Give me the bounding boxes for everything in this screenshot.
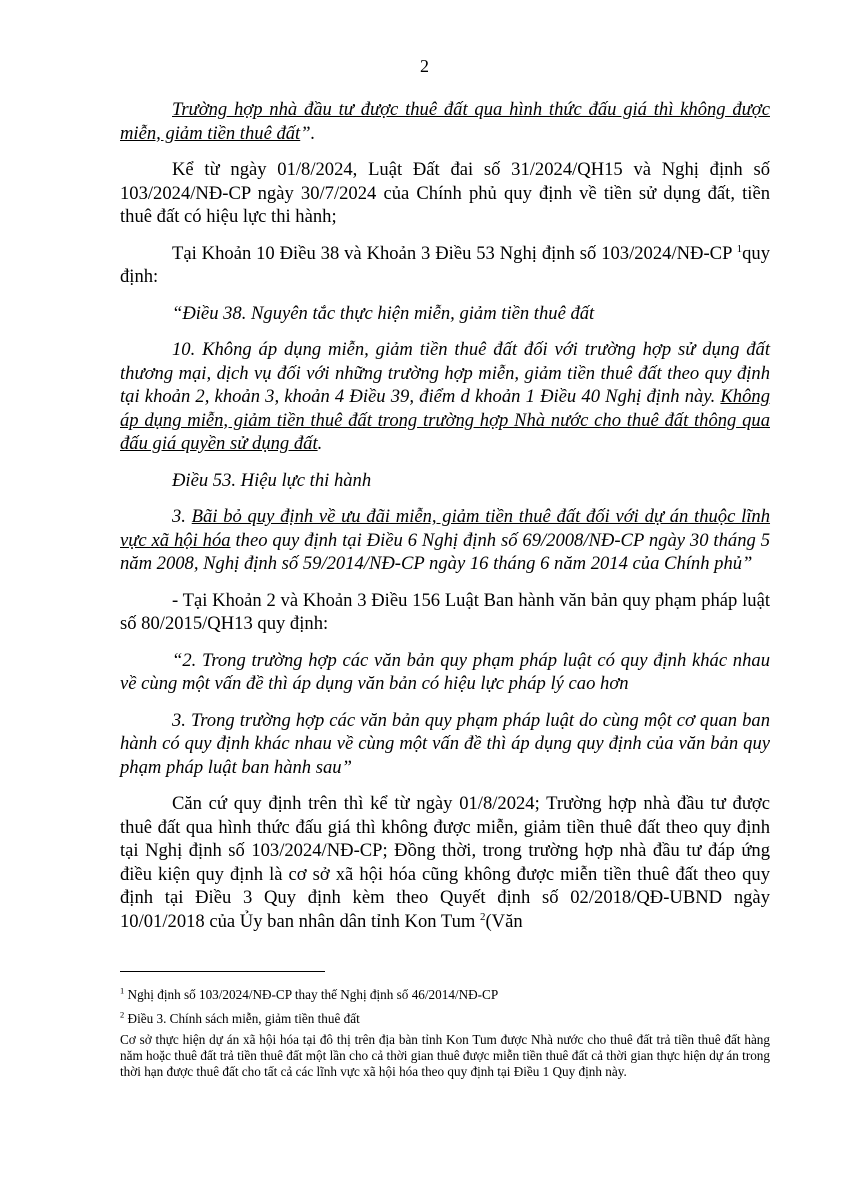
underlined-quote-text: Trường hợp nhà đầu tư được thuê đất qua hình thức đấu giá thì không được miễn, giảm tiền thuê đất: [120, 99, 770, 144]
decree-reference-tail: quy định:: [120, 242, 770, 287]
conclusion-tail: (Văn: [485, 910, 523, 932]
clause-10-text: 10. Không áp dụng miễn, giảm tiền thuê đất đối với trường hợp sử dụng đất thương mại, dịch vụ đối với những trường hợp miễn, giảm tiền thuê đất theo quy định tại khoản 2, khoản 3, khoản 4 Điều 39, điểm d khoản 1 Điều 40 Nghị định này.: [120, 339, 770, 407]
footnotes: [120, 987, 770, 1080]
footnote-ref-2[interactable]: 2: [479, 910, 486, 923]
footnote-2-text: Điều 3. Chính sách miễn, giảm tiền thuê đất: [124, 1011, 360, 1026]
footnote-2-marker: 2: [120, 1009, 125, 1020]
page-number: 2: [420, 56, 429, 76]
article-38-heading: “Điều 38. Nguyên tắc thực hiện miễn, giảm tiền thuê đất: [172, 302, 595, 324]
quote-close: ”.: [300, 122, 316, 144]
law-clause-3: 3. Trong trường hợp các văn bản quy phạm pháp luật do cùng một cơ quan ban hành có quy định khác nhau về cùng một vấn đề thì áp dụng quy định của văn bản quy phạm pháp luật ban hành sau”: [120, 709, 770, 778]
footnote-separator: [120, 971, 325, 972]
conclusion-text: Căn cứ quy định trên thì kể từ ngày 01/8/2024; Trường hợp nhà đầu tư được thuê đất qua hình thức đấu giá thì không được miễn, giảm tiền thuê đất theo quy định tại Nghị định số 103/2024/NĐ-CP; Đồng thời, trong trường hợp nhà đầu tư đáp ứng điều kiện quy định là cơ sở xã hội hóa cũng không được miễn tiền thuê đất theo quy định tại Điều 3 Quy định kèm theo Quyết định số 02/2018/QĐ-UBND ngày 10/01/2018 của Ủy ban nhân dân tỉnh Kon Tum: [120, 793, 770, 932]
footnote-1-text: Nghị định số 103/2024/NĐ-CP thay thế Nghị định số 46/2014/NĐ-CP: [124, 987, 499, 1002]
paragraph-law-reference: - Tại Khoản 2 và Khoản 3 Điều 156 Luật Ban hành văn bản quy phạm pháp luật số 80/2015/QH13 quy định:: [120, 589, 770, 634]
clause-10-end: .: [317, 433, 323, 454]
law-clause-2: “2. Trong trường hợp các văn bản quy phạm pháp luật có quy định khác nhau về cùng một vấn đề thì áp dụng văn bản có hiệu lực pháp lý cao hơn: [120, 649, 770, 694]
paragraph-effective-date: Kể từ ngày 01/8/2024, Luật Đất đai số 31/2024/QH15 và Nghị định số 103/2024/NĐ-CP ngày 30/7/2024 của Chính phủ quy định về tiền sử dụng đất, tiền thuê đất có hiệu lực thi hành;: [120, 159, 770, 227]
document-body: [120, 98, 770, 946]
clause-3-number: 3.: [172, 506, 192, 527]
paragraph-conclusion: [120, 792, 770, 933]
footnote-2-body: Cơ sở thực hiện dự án xã hội hóa tại đô thị trên địa bàn tỉnh Kon Tum được Nhà nước cho thuê đất trả tiền thuê đất hàng năm hoặc thuê đất trả tiền thuê đất một lần cho cả thời gian thuê được miễn tiền thuê đất cả thời gian thực hiện dự án trong thời hạn được thuê đất cho tất cả các lĩnh vực xã hội hóa theo quy định tại Điều 1 Quy định này.: [120, 1032, 770, 1079]
clause-3-text: theo quy định tại Điều 6 Nghị định số 69/2008/NĐ-CP ngày 30 tháng 5 năm 2008, Nghị định số 59/2014/NĐ-CP ngày 16 tháng 6 năm 2014 của Chính phủ”: [120, 529, 770, 574]
article-53-heading: Điều 53. Hiệu lực thi hành: [172, 469, 372, 491]
article-53-clause-3: [120, 505, 770, 576]
footnote-1-marker: 1: [120, 985, 125, 996]
decree-reference-text: Tại Khoản 10 Điều 38 và Khoản 3 Điều 53 Nghị định số 103/2024/NĐ-CP: [172, 242, 737, 264]
clause-3-underlined: Bãi bỏ quy định về ưu đãi miễn, giảm tiền thuê đất đối với dự án thuộc lĩnh vực xã hội hóa: [120, 506, 771, 551]
quote-paragraph-auction: [120, 98, 770, 145]
article-38-clause-10: [120, 338, 770, 456]
paragraph-decree-reference: [120, 242, 770, 289]
footnote-1: [120, 987, 770, 1003]
clause-10-underlined: Không áp dụng miễn, giảm tiền thuê đất trong trường hợp Nhà nước cho thuê đất thông qua đấu giá quyền sử dụng đất: [120, 386, 770, 454]
footnote-2: [120, 1011, 770, 1027]
footnote-ref-1[interactable]: 1: [736, 242, 743, 255]
